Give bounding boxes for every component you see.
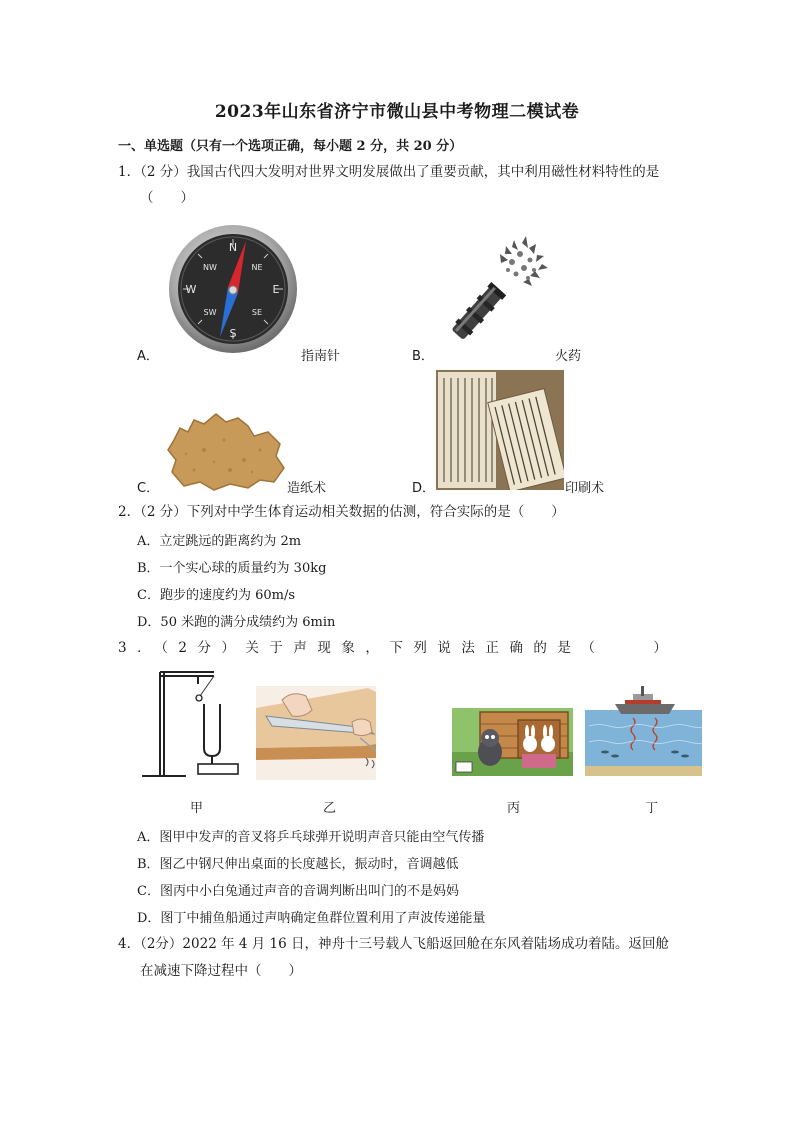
page-title: 2023年山东省济宁市微山县中考物理二模试卷: [214, 102, 580, 122]
q1-stem: 1．（2 分）我国古代四大发明对世界文明发展做出了重要贡献，其中利用磁性材料特性的是: [118, 164, 660, 180]
compass-image: [167, 219, 299, 359]
q2-option-a: A．立定跳远的距离约为 2m: [137, 534, 302, 549]
q3-caption-yi: 乙: [323, 801, 337, 816]
q3-option-c: C．图丙中小白兔通过声音的音调判断出叫门的不是妈妈: [137, 884, 459, 899]
q1-option-a-label: 指南针: [301, 349, 341, 364]
compass-letter-w: W: [185, 283, 197, 296]
q1-option-b-letter: B．: [412, 349, 434, 364]
section-heading: 一、单选题（只有一个选项正确，每小题 2 分，共 20 分）: [118, 139, 463, 154]
q1-option-d-label: 印刷术: [565, 481, 605, 496]
q1-option-a-letter: A．: [137, 349, 159, 364]
compass-letter-s: S: [229, 327, 237, 340]
printing-image: [436, 370, 564, 490]
q1-option-c-letter: C．: [137, 481, 160, 496]
compass-letter-e: E: [272, 283, 280, 296]
q1-answer-blank: （ ）: [140, 190, 194, 206]
q2-option-d: D．50 米跑的满分成绩约为 6min: [137, 615, 336, 630]
compass-letter-ne: NE: [251, 263, 263, 272]
q4-stem-line1: 4．（2分）2022 年 4 月 16 日，神舟十三号载人飞船返回舱在东风着陆场成功着陆。返回舱: [118, 936, 670, 952]
gunpowder-image: [436, 234, 556, 354]
q3-stem: 3．（2分）关于声现象，下列说法正确的是（ ）: [118, 640, 678, 656]
q3-option-a: A．图甲中发声的音叉将乒乓球弹开说明声音只能由空气传播: [137, 830, 485, 845]
q2-stem: 2．（2 分）下列对中学生体育运动相关数据的估测，符合实际的是（ ）: [118, 504, 565, 520]
compass-letter-se: SE: [251, 308, 263, 317]
paper-image: [164, 410, 288, 492]
compass-letter-n: N: [228, 241, 238, 254]
q3-caption-ding: 丁: [645, 801, 659, 816]
q4-stem-line2: 在减速下降过程中（ ）: [140, 963, 302, 979]
q3-option-d: D．图丁中捕鱼船通过声呐确定鱼群位置利用了声波传递能量: [137, 911, 486, 926]
q3-caption-jia: 甲: [190, 801, 204, 816]
tuning-fork-image: [138, 664, 244, 782]
steel-ruler-image: [256, 686, 376, 780]
q3-option-b: B．图乙中钢尺伸出桌面的长度越长，振动时，音调越低: [137, 857, 459, 872]
compass-letter-sw: SW: [203, 308, 217, 317]
q2-option-b: B．一个实心球的质量约为 30kg: [137, 561, 327, 576]
sonar-boat-image: [585, 686, 702, 776]
rabbit-cartoon-image: [452, 708, 573, 776]
q1-option-b-label: 火药: [555, 349, 582, 364]
q2-option-c: C．跑步的速度约为 60m/s: [137, 588, 295, 603]
q3-caption-bing: 丙: [507, 801, 521, 816]
q1-option-d-letter: D．: [412, 481, 436, 496]
compass-letter-nw: NW: [203, 263, 217, 272]
q1-option-c-label: 造纸术: [287, 481, 327, 496]
